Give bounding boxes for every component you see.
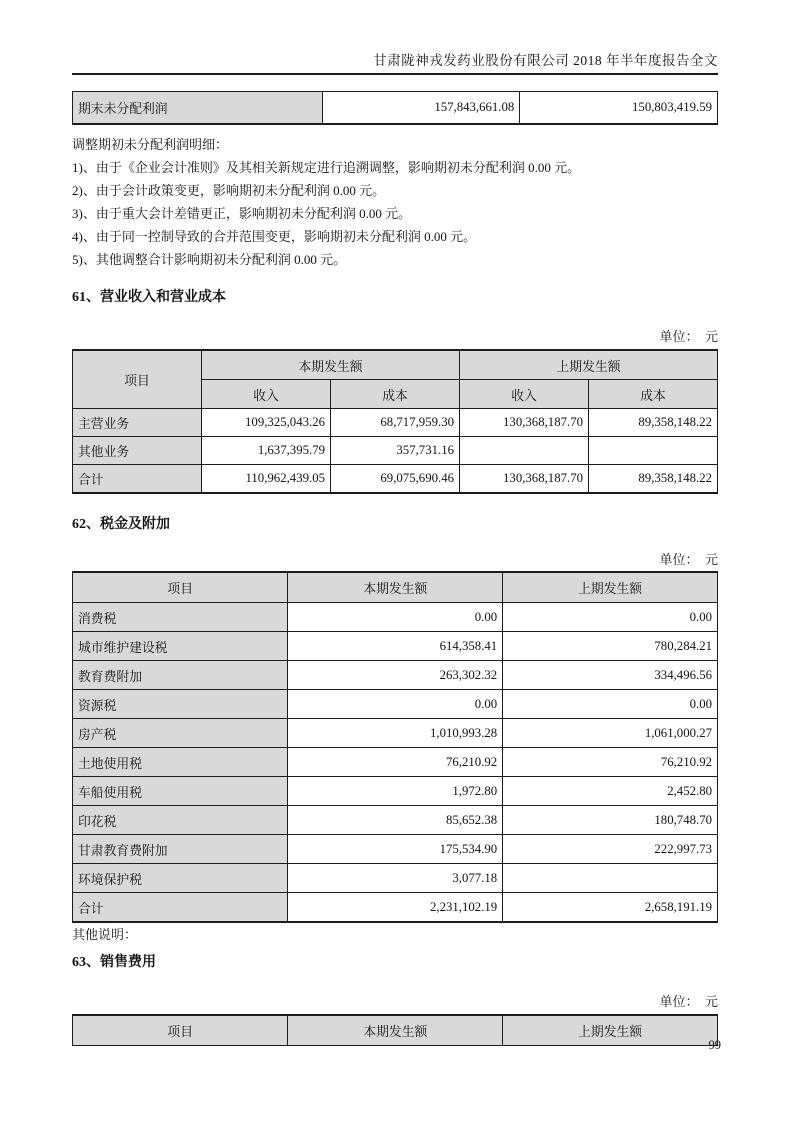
column-header-current-period: 本期发生额 [288,572,503,603]
row-label: 其他业务 [73,437,202,465]
adjustment-note-item: 3)、由于重大会计差错更正，影响期初未分配利润 0.00 元。 [72,206,412,221]
cell-current: 1,010,993.28 [288,719,503,748]
report-header [72,0,718,75]
column-header-cost: 成本 [589,380,718,409]
table-row [73,748,718,777]
cell-current-cost: 69,075,690.46 [331,465,460,494]
adjustment-note-item: 5)、其他调整合计影响期初未分配利润 0.00 元。 [72,252,347,267]
other-notes-label: 其他说明： [72,927,138,942]
cell-previous-cost: 89,358,148.22 [589,465,718,494]
cell-current-income: 1,637,395.79 [202,437,331,465]
table-row [73,864,718,893]
section-61-heading: 61、营业收入和营业成本 [72,290,226,305]
row-label: 土地使用税 [73,748,288,777]
cell-previous: 780,284.21 [503,632,718,661]
row-label: 城市维护建设税 [73,632,288,661]
table-header-row [73,1015,718,1046]
row-label: 房产税 [73,719,288,748]
table-row [73,719,718,748]
cell-current: 0.00 [288,603,503,632]
cell-current-cost: 68,717,959.30 [331,409,460,437]
page-number: 99 [708,1038,721,1052]
table-header-row [73,350,718,380]
revenue-cost-table [72,349,718,494]
column-header-current-period: 本期发生额 [288,1015,503,1046]
column-header-item: 项目 [73,1015,288,1046]
column-header-cost: 成本 [331,380,460,409]
column-header-income: 收入 [202,380,331,409]
table-row [73,465,718,494]
cell-current: 0.00 [288,690,503,719]
cell-previous-cost: 89,358,148.22 [589,409,718,437]
table-row [73,92,718,125]
cell-current: 76,210.92 [288,748,503,777]
row-label: 消费税 [73,603,288,632]
table-row [73,806,718,835]
row-value-current: 157,843,661.08 [322,92,520,125]
cell-previous: 76,210.92 [503,748,718,777]
table-header-row [73,572,718,603]
cell-current-income: 109,325,043.26 [202,409,331,437]
cell-previous: 2,452.80 [503,777,718,806]
adjustment-note-item: 2)、由于会计政策变更，影响期初未分配利润 0.00 元。 [72,183,386,198]
row-label: 环境保护税 [73,864,288,893]
adjustment-note-item: 1)、由于《企业会计准则》及其相关新规定进行追溯调整，影响期初未分配利润 0.00 元。 [72,160,581,175]
row-label: 资源税 [73,690,288,719]
table-row [73,893,718,923]
cell-current: 2,231,102.19 [288,893,503,923]
column-header-previous-period: 上期发生额 [503,1015,718,1046]
row-label: 甘肃教育费附加 [73,835,288,864]
cell-current: 85,652.38 [288,806,503,835]
cell-current: 263,302.32 [288,661,503,690]
cell-previous: 1,061,000.27 [503,719,718,748]
unit-label: 单位： 元 [659,552,718,567]
cell-previous-cost [589,437,718,465]
column-header-current-period: 本期发生额 [202,350,460,380]
section-62-heading: 62、税金及附加 [72,517,170,532]
table-row [73,835,718,864]
cell-previous [503,864,718,893]
cell-previous-income: 130,368,187.70 [460,465,589,494]
table-row [73,437,718,465]
selling-expenses-table [72,1014,718,1046]
row-label: 合计 [73,465,202,494]
section-63-heading: 63、销售费用 [72,955,156,970]
row-value-previous: 150,803,419.59 [520,92,718,125]
adjustment-notes-title: 调整期初未分配利润明细： [72,137,229,152]
row-label: 车船使用税 [73,777,288,806]
cell-previous: 180,748.70 [503,806,718,835]
report-header-title: 甘肃陇神戎发药业股份有限公司 2018 年半年度报告全文 [373,53,718,68]
row-label: 合计 [73,893,288,923]
row-label: 教育费附加 [73,661,288,690]
cell-current-income: 110,962,439.05 [202,465,331,494]
row-label: 主营业务 [73,409,202,437]
table-row [73,409,718,437]
row-label: 期末未分配利润 [73,92,323,125]
cell-current: 175,534.90 [288,835,503,864]
cell-current: 614,358.41 [288,632,503,661]
cell-previous: 0.00 [503,690,718,719]
cell-current: 1,972.80 [288,777,503,806]
table-row [73,661,718,690]
unit-label: 单位： 元 [659,994,718,1009]
table-row [73,777,718,806]
column-header-item: 项目 [73,572,288,603]
column-header-income: 收入 [460,380,589,409]
table-row [73,632,718,661]
cell-previous: 334,496.56 [503,661,718,690]
cell-current: 3,077.18 [288,864,503,893]
cell-current-cost: 357,731.16 [331,437,460,465]
cell-previous: 2,658,191.19 [503,893,718,923]
cell-previous-income: 130,368,187.70 [460,409,589,437]
adjustment-note-item: 4)、由于同一控制导致的合并范围变更，影响期初未分配利润 0.00 元。 [72,229,477,244]
cell-previous: 222,997.73 [503,835,718,864]
taxes-table [72,571,718,923]
unit-label: 单位： 元 [659,329,718,344]
table-row [73,603,718,632]
column-header-previous-period: 上期发生额 [460,350,718,380]
cell-previous: 0.00 [503,603,718,632]
retained-earnings-table [72,91,718,125]
column-header-previous-period: 上期发生额 [503,572,718,603]
cell-previous-income [460,437,589,465]
row-label: 印花税 [73,806,288,835]
table-row [73,690,718,719]
column-header-item: 项目 [73,350,202,409]
